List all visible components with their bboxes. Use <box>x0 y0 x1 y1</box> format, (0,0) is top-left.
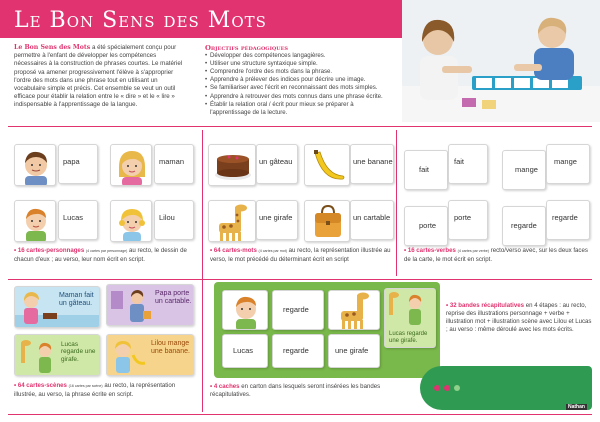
scene-card-text: Lucas regarde une girafe. <box>61 341 96 363</box>
bandes-caption <box>446 302 594 334</box>
verb-card-label: porte <box>454 213 472 222</box>
objective-item: • Établir la relation oral / écrit pour mieux se préparer à l'apprentissage de la lecture. <box>205 101 393 117</box>
scenes-caption-text: au recto, la représentation illustrée, au verso, la phrase écrite en script. <box>14 382 176 398</box>
scene-card-text: Maman fait un gâteau. <box>59 292 94 307</box>
verb-card-label: porte <box>419 221 437 230</box>
scenes-caption <box>14 382 198 399</box>
mots-caption <box>210 247 394 264</box>
objective-item: • Apprendre à retrouver des mots connus dans une phrase écrite. <box>205 93 393 101</box>
mots-caption-text: au recto, la représentation illustrée au verso, le mot précédé du déterminant écrit en script <box>210 247 391 263</box>
word-card-schoolbag-word <box>350 200 394 240</box>
cache-dot-pink <box>434 385 440 391</box>
cache-dot-pink <box>444 385 450 391</box>
publisher-logo: Nathan <box>568 404 585 410</box>
verbes-caption-highlight: • 16 cartes-verbes <box>404 247 456 254</box>
intro-paragraph <box>14 44 190 110</box>
strip-scene-text: Lucas regarde une girafe. <box>389 331 428 344</box>
personnages-caption-highlight: • 16 cartes-personnages <box>14 247 85 254</box>
objectives-section <box>205 44 393 117</box>
scene-zoo-icon <box>385 289 436 329</box>
character-card-girl-word <box>154 200 194 240</box>
strip-card-scene <box>384 288 436 348</box>
verb-card-label: mange <box>515 165 538 174</box>
divider-middle <box>8 279 592 280</box>
children-playing-illustration <box>402 0 600 122</box>
word-card-noun: gâteau <box>269 157 293 166</box>
character-card-boy-picture <box>14 200 56 242</box>
character-card-girl-picture <box>110 200 152 242</box>
dad-icon <box>15 145 56 186</box>
mom-icon <box>111 145 152 186</box>
word-card-label <box>259 157 292 166</box>
divider-bottom <box>8 414 592 415</box>
boy-icon <box>15 201 56 242</box>
objectives-list <box>205 52 393 117</box>
scene-card <box>106 334 194 376</box>
verb-card-back <box>546 144 590 184</box>
scene-card-text: Papa porte un cartable. <box>155 290 192 305</box>
personnages-caption-small: (4 cartes par personnage) <box>85 249 128 253</box>
giraffe-icon <box>329 291 380 330</box>
word-card-label <box>353 213 390 222</box>
word-card-cake-picture <box>208 144 256 186</box>
verb-card-front <box>502 206 546 246</box>
scene-card <box>106 284 194 326</box>
word-card-label <box>353 157 393 166</box>
character-card-label: maman <box>159 157 185 166</box>
caches-caption <box>210 383 418 399</box>
character-card-label: papa <box>63 157 80 166</box>
word-card-schoolbag-picture <box>304 200 350 242</box>
objectives-title: Objectifs pédagogiques <box>205 44 289 52</box>
page-title: Le Bon Sens des Mots <box>14 8 267 33</box>
objective-item: • Développer des compétences langagières. <box>205 52 393 60</box>
scene-card-text: Lilou mange une banane. <box>151 340 190 355</box>
cache-dot-green <box>454 385 460 391</box>
word-card-noun: girafe <box>273 213 293 222</box>
character-card-dad-picture <box>14 144 56 186</box>
word-card-banana-picture <box>304 144 350 186</box>
children-photo <box>402 0 600 122</box>
cake-icon <box>209 145 256 186</box>
character-card-label: Lucas <box>63 213 84 222</box>
verbes-caption <box>404 247 594 264</box>
word-card-determiner: un <box>353 213 364 222</box>
strip-card-name <box>222 334 268 368</box>
caches-caption-highlight: • 4 caches <box>210 383 240 390</box>
verb-card-back <box>448 144 488 184</box>
word-card-determiner: une <box>259 213 274 222</box>
scenes-caption-highlight: • 64 cartes-scènes <box>14 382 67 389</box>
intro-brand: Le Bon Sens des Mots <box>14 44 91 51</box>
verbes-caption-small: (4 cartes par verbe) <box>457 249 489 253</box>
personnages-caption-text: au recto, le dessin de chacun d'eux ; au verso, leur nom écrit en script. <box>14 247 187 263</box>
objective-item: • Utiliser une structure syntaxique simple. <box>205 60 393 68</box>
verb-card-label: mange <box>554 157 577 166</box>
verbes-caption-text: recto/verso avec, sur les deux faces de la carte, le mot écrit en script. <box>404 247 588 263</box>
divider-col-1 <box>202 130 203 412</box>
divider-col-2 <box>396 130 397 276</box>
girl-icon <box>111 201 152 242</box>
mots-caption-small: (4 cartes par mot) <box>258 249 287 253</box>
bandes-caption-highlight: • 32 bandes récapitulatives <box>446 302 525 309</box>
character-card-label: Lilou <box>159 213 175 222</box>
word-card-determiner: une <box>353 157 368 166</box>
strip-card-noun-word <box>328 334 380 368</box>
word-card-determiner: un <box>259 157 270 166</box>
word-card-banana-word <box>350 144 394 184</box>
scene-card <box>14 334 100 376</box>
verb-card-label: fait <box>454 157 465 166</box>
strip-card-verb-word <box>272 334 324 368</box>
strip-card-label: une girafe <box>335 346 369 355</box>
word-card-cake-word <box>256 144 298 184</box>
character-card-mom-word <box>154 144 194 184</box>
verb-card-label: regarde <box>511 221 537 230</box>
verb-card-label: fait <box>419 165 430 174</box>
bandes-caption-text: en 4 étapes : au recto, reprise des illustrations personnage + verbe + illustration mot + illustration scène avec Lilou et Lucas ; au verso : même déroulé avec les mots écrits. <box>446 302 592 333</box>
verb-card-front <box>404 206 448 246</box>
scene-card <box>14 286 100 328</box>
objective-item: • Comprendre l'ordre des mots dans la phrase. <box>205 68 393 76</box>
strip-card-verb <box>272 290 324 330</box>
personnages-caption <box>14 247 198 264</box>
verb-card-back <box>448 200 488 240</box>
verb-card-front <box>502 150 546 190</box>
word-card-giraffe-word <box>256 200 298 240</box>
strip-card-character <box>222 290 268 330</box>
strip-card-label: regarde <box>283 305 309 314</box>
summary-strip <box>214 282 440 378</box>
strip-card-label: regarde <box>283 346 309 355</box>
verb-card-label: regarde <box>552 213 578 222</box>
strip-card-label: Lucas <box>233 346 254 355</box>
word-card-label <box>259 213 292 222</box>
character-card-boy-word <box>58 200 98 240</box>
character-card-mom-picture <box>110 144 152 186</box>
schoolbag-icon <box>305 201 350 242</box>
character-card-dad-word <box>58 144 98 184</box>
caches-caption-text: en carton dans lesquels seront insérées les bandes récapitulatives. <box>210 383 381 398</box>
scenes-caption-small: (16 cartes par scène) <box>68 384 103 388</box>
divider-top <box>8 126 592 127</box>
objective-item: • Apprendre à prélever des indices pour décrire une image. <box>205 76 393 84</box>
strip-card-word <box>328 290 380 330</box>
word-card-giraffe-picture <box>208 200 256 242</box>
giraffe-icon <box>209 201 256 242</box>
objective-item: • Se familiariser avec l'écrit en reconnaissant des mots simples. <box>205 84 393 92</box>
verb-card-front <box>404 150 448 190</box>
banana-icon <box>305 145 350 186</box>
mots-caption-highlight: • 64 cartes-mots <box>210 247 257 254</box>
boy-icon <box>223 291 268 330</box>
intro-text: a été spécialement conçu pour permettre à l'enfant de développer les compétences nécessaires à la construction de phrases courtes. Le matériel proposé va amener progressivement l'élève à s'approprier l'ordre des mots dans une phrase tout en utilisant un vocabulaire simple et précis. Cet ensemble se veut un outil efficace pour établir la relation entre le « dire » et le « lire » indispensable à l'apprentissage de la langue. <box>14 44 183 109</box>
word-card-noun: cartable <box>363 213 391 222</box>
word-card-noun: banane <box>367 157 393 166</box>
verb-card-back <box>546 200 590 240</box>
